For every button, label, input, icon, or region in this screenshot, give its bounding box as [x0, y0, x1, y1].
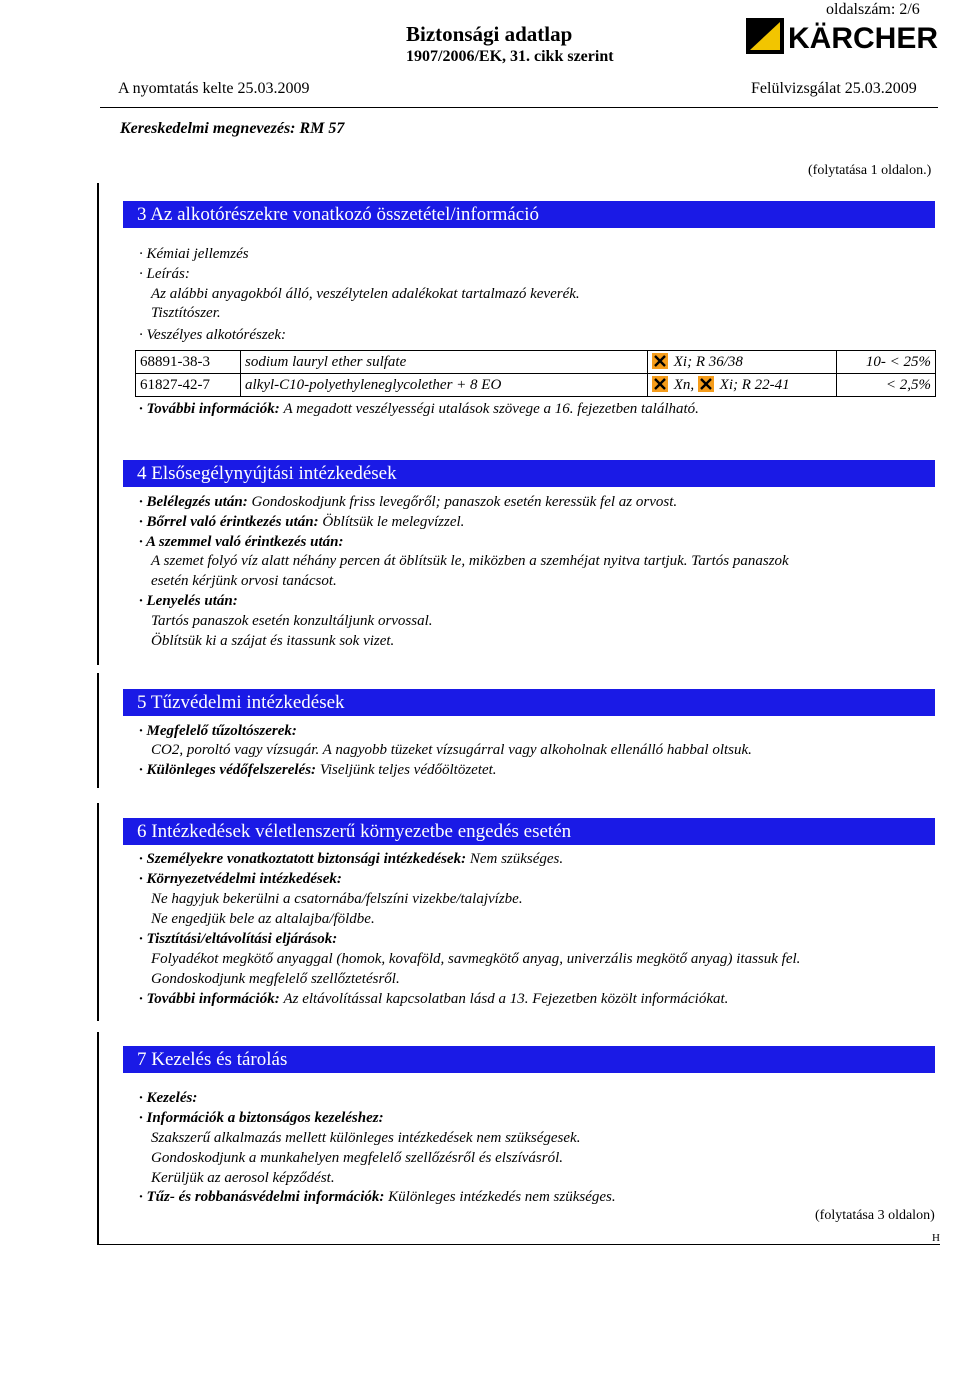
skin-line — [139, 512, 464, 532]
ingestion-line-1: Tartós panaszok esetén konzultáljunk orvossal. — [151, 613, 433, 629]
more-info-label: · További információk: — [139, 401, 280, 417]
section-6 — [97, 803, 942, 1021]
concentration: < 2,5% — [837, 374, 936, 397]
description-line-2: Tisztítószer. — [151, 305, 221, 321]
section-4-title: 4 Elsősegélynyújtási intézkedések — [123, 460, 935, 487]
safe-handling-line-1: Szakszerű alkalmazás mellett különleges intézkedések nem szükségesek. — [151, 1130, 581, 1146]
skin-label: · Bőrrel való érintkezés után: — [139, 514, 319, 530]
cas-number: 61827-42-7 — [136, 374, 241, 397]
section-3 — [97, 183, 942, 445]
component-name: sodium lauryl ether sulfate — [241, 351, 648, 374]
fire-explosion-label: · Tűz- és robbanásvédelmi információk: — [139, 1189, 385, 1205]
karcher-logo — [746, 14, 952, 56]
fire-explosion-line — [139, 1187, 616, 1207]
eye-line-1: A szemet folyó víz alatt néhány percen át öblítsük le, miközben a szemhéjat nyitva tartjuk. Tartós panaszok — [151, 553, 789, 569]
section-6-more-info — [139, 989, 728, 1009]
review-date: Felülvizsgálat 25.03.2009 — [751, 80, 917, 97]
personal-precautions-line — [139, 849, 563, 869]
environmental-line-2: Ne engedjük bele az altalajba/földbe. — [151, 911, 375, 927]
hazard-class-b: Xi; R 22-41 — [719, 377, 790, 393]
hazardous-components-table — [135, 350, 936, 397]
more-info-text: Az eltávolítással kapcsolatban lásd a 13. Fejezetben közölt információkat. — [283, 991, 729, 1007]
page-number: oldalszám: 2/6 — [826, 1, 920, 18]
footer-rule — [97, 1244, 940, 1245]
fire-explosion-text: Különleges intézkedés nem szükséges. — [388, 1189, 616, 1205]
continued-from: (folytatása 1 oldalon.) — [808, 163, 932, 178]
brand-text: KÄRCHER — [788, 22, 938, 55]
safe-handling-line-3: Kerüljük az aerosol képződést. — [151, 1170, 335, 1186]
hazard-class — [648, 374, 837, 397]
continued-to: (folytatása 3 oldalon) — [815, 1208, 935, 1223]
irritant-icon — [652, 353, 668, 369]
section-5-title: 5 Tűzvédelmi intézkedések — [123, 689, 935, 716]
environmental-label: · Környezetvédelmi intézkedések: — [139, 871, 342, 887]
eye-line-2: esetén kérjünk orvosi tanácsot. — [151, 573, 337, 589]
more-info-text: A megadott veszélyességi utalások szövege a 16. fejezetben található. — [283, 401, 699, 417]
harmful-icon — [652, 376, 668, 392]
table-row — [136, 351, 936, 374]
description-line-1: Az alábbi anyagokból álló, veszélytelen adalékokat tartalmazó keverék. — [151, 286, 580, 302]
section-3-title: 3 Az alkotórészekre vonatkozó összetétel/információ — [123, 201, 935, 228]
section-4 — [97, 443, 942, 665]
section-6-title: 6 Intézkedések véletlenszerű környezetbe engedés esetén — [123, 818, 935, 845]
protective-equipment-text: Viseljünk teljes védőöltözetet. — [319, 762, 497, 778]
inhalation-label: · Belélegzés után: — [139, 494, 248, 510]
hazard-class-a: Xn, — [673, 377, 695, 393]
header-rule — [100, 107, 938, 108]
trade-name: Kereskedelmi megnevezés: RM 57 — [120, 120, 345, 137]
irritant-icon — [698, 376, 714, 392]
concentration: 10- < 25% — [837, 351, 936, 374]
document-title: Biztonsági adatlap — [406, 22, 573, 46]
karcher-logo-icon — [746, 14, 952, 56]
hazard-class-text: Xi; R 36/38 — [673, 354, 743, 370]
protective-equipment-label: · Különleges védőfelszerelés: — [139, 762, 317, 778]
inhalation-line — [139, 492, 677, 512]
description-label: · Leírás: — [139, 266, 190, 282]
cleanup-line-2: Gondoskodjunk megfelelő szellőztetésről. — [151, 971, 400, 987]
extinguishing-text: CO2, poroltó vagy vízsugár. A nagyobb tüzeket vízsugárral vagy alkoholnak ellenálló habbal oltsuk. — [151, 742, 752, 758]
chem-char-label: · Kémiai jellemzés — [139, 246, 249, 262]
extinguishing-label: · Megfelelő tűzoltószerek: — [139, 723, 297, 739]
inhalation-text: Gondoskodjunk friss levegőről; panaszok esetén keressük fel az orvost. — [251, 494, 678, 510]
hazard-class — [648, 351, 837, 374]
handling-label: · Kezelés: — [139, 1090, 198, 1106]
cleanup-label: · Tisztítási/eltávolítási eljárások: — [139, 931, 338, 947]
component-name: alkyl-C10-polyethyleneglycolether + 8 EO — [241, 374, 648, 397]
section-7 — [97, 1032, 942, 1244]
eye-label: · A szemmel való érintkezés után: — [139, 534, 344, 550]
more-info-label: · További információk: — [139, 991, 280, 1007]
hazardous-components-label: · Veszélyes alkotórészek: — [139, 327, 287, 343]
table-row — [136, 374, 936, 397]
personal-precautions-text: Nem szükséges. — [469, 851, 564, 867]
print-date: A nyomtatás kelte 25.03.2009 — [118, 80, 310, 97]
personal-precautions-label: · Személyekre vonatkoztatott biztonsági intézkedések: — [139, 851, 467, 867]
cleanup-line-1: Folyadékot megkötő anyaggal (homok, kovaföld, savmegkötő anyag, univerzális megkötő anyag) itassuk fel. — [151, 951, 801, 967]
footer-mark: H — [932, 1232, 940, 1244]
ingestion-line-2: Öblítsük ki a szájat és itassunk sok vizet. — [151, 633, 395, 649]
section-3-more-info — [139, 399, 699, 419]
document-subtitle: 1907/2006/EK, 31. cikk szerint — [406, 48, 614, 65]
environmental-line-1: Ne hagyjuk bekerülni a csatornába/felszíni vizekbe/talajvízbe. — [151, 891, 523, 907]
section-5 — [97, 673, 942, 788]
skin-text: Öblítsük le melegvízzel. — [322, 514, 465, 530]
section-7-title: 7 Kezelés és tárolás — [123, 1046, 935, 1073]
ingestion-label: · Lenyelés után: — [139, 593, 238, 609]
safe-handling-label: · Információk a biztonságos kezeléshez: — [139, 1110, 384, 1126]
safe-handling-line-2: Gondoskodjunk a munkahelyen megfelelő szellőzésről és elszívásról. — [151, 1150, 564, 1166]
protective-equipment-line — [139, 760, 497, 780]
cas-number: 68891-38-3 — [136, 351, 241, 374]
